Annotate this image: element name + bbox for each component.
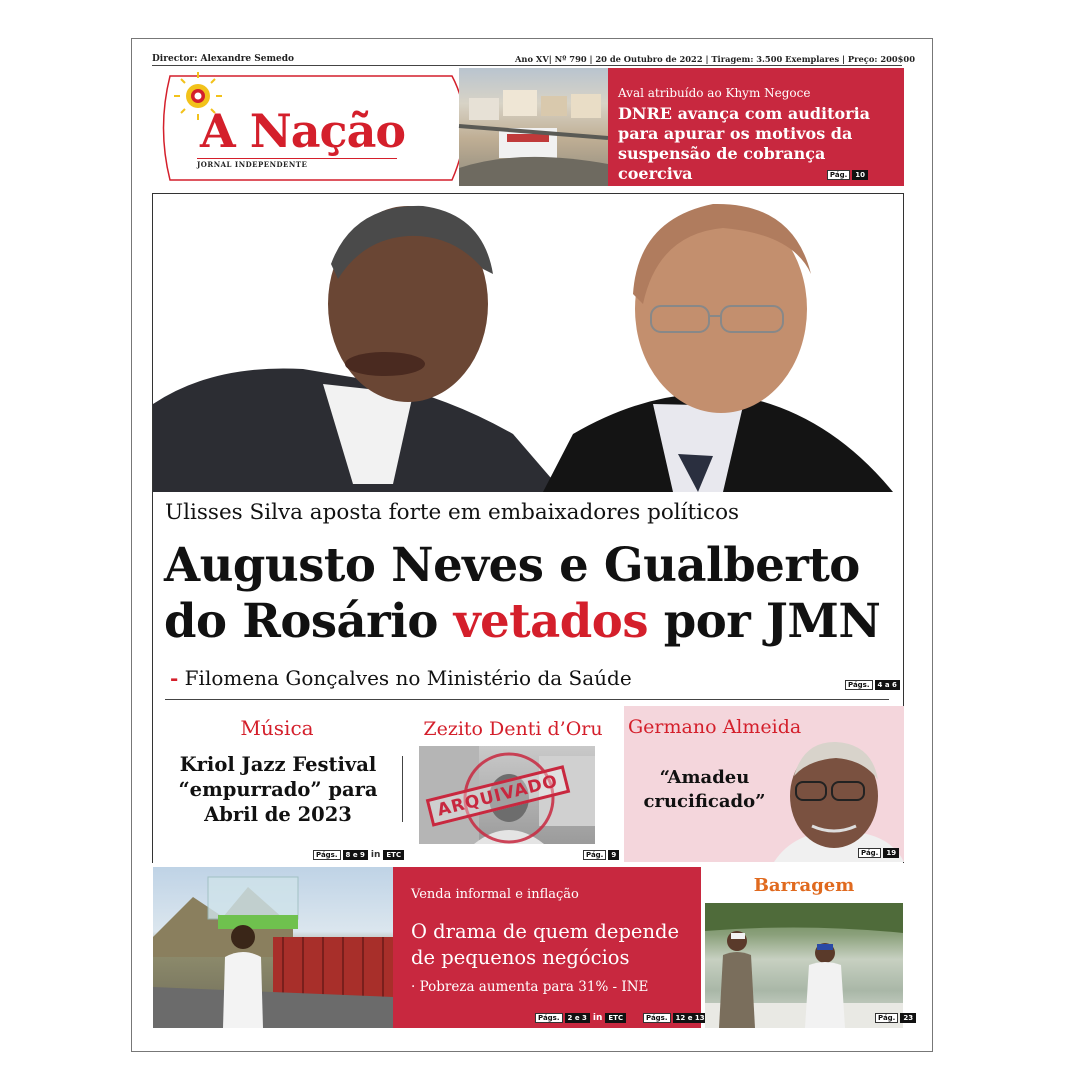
logo-block [152,68,472,186]
germano-panel[interactable] [624,706,904,862]
main-story-headline[interactable] [164,537,880,649]
page-label: Págs. [535,1013,563,1023]
page-number: 9 [608,850,619,860]
subline-bullet: - [170,666,179,690]
page-label: Pág. [583,850,606,860]
in-label: in [370,850,381,860]
page-label: Págs. [313,850,341,860]
page-number: 12 e 13 [673,1013,708,1023]
in-label: in [592,1013,603,1023]
headline-line-2 [164,593,880,649]
main-story-kicker: Ulisses Silva aposta forte em embaixadores políticos [165,500,740,525]
headline-line-1: Augusto Neves e Gualberto [164,537,860,592]
section-rule [165,699,889,700]
city-aerial-photo [459,68,608,186]
page-number: 19 [883,848,899,858]
page-label: Pág. [858,848,881,858]
main-story-page-ref [845,680,900,690]
top-story-page-ref [827,170,868,180]
street-vendor-photo[interactable] [153,867,393,1028]
page-number: 10 [852,170,868,180]
top-rule [152,65,902,66]
archived-stamp: ARQUIVADO [426,765,570,826]
germano-portrait [774,736,904,862]
barragem-section-title: Barragem [753,875,855,896]
venda-panel[interactable] [393,867,705,1028]
zezito-photo[interactable] [419,746,595,844]
top-story-kicker: Aval atribuído ao Khym Negoce [618,86,811,100]
venda-headline: O drama de quem depende de pequenos negócios [411,920,680,969]
subline-text: Filomena Gonçalves no Ministério da Saúde [184,666,632,690]
etc-label: ETC [605,1013,626,1023]
headline-part-a: do Rosário [164,593,438,648]
page-number: 4 a 6 [875,680,900,690]
venda-page-ref-a [535,1013,626,1023]
musica-block[interactable] [162,706,402,862]
barragem-page-ref [875,1013,916,1023]
column-divider [402,756,403,822]
musica-headline: Kriol Jazz Festival “empurrado” para Abril de 2023 [178,753,378,826]
musica-section-title: Música [240,716,314,740]
etc-label: ETC [383,850,404,860]
venda-page-ref-b [643,1013,708,1023]
page-label: Pág. [827,170,850,180]
page-label: Págs. [643,1013,671,1023]
headline-highlight: vetados [453,593,648,648]
germano-section-title: Germano Almeida [628,716,802,738]
page-number: 8 e 9 [343,850,368,860]
logo-tagline: JORNAL INDEPENDENTE [197,158,397,169]
director-line: Director: Alexandre Semedo [152,54,295,64]
main-story-subline [170,666,632,690]
zezito-section-title: Zezito Denti d’Oru [423,718,603,740]
logo-text: A Nação [200,104,406,158]
musica-page-ref [313,850,404,860]
top-story-panel[interactable] [608,68,904,186]
germano-quote: “Amadeu crucificado” [643,767,766,812]
zezito-page-ref [583,850,619,860]
page-label: Págs. [845,680,873,690]
issue-info: Ano XV| Nº 790 | 20 de Outubro de 2022 | Tiragem: 3.500 Exemplares | Preço: 200$00 [515,54,915,64]
portraits-illustration [153,194,903,492]
page-number: 2 e 3 [565,1013,590,1023]
page-label: Pág. [875,1013,898,1023]
page-number: 23 [900,1013,916,1023]
main-story-photo[interactable] [153,194,903,492]
germano-page-ref [858,848,899,858]
top-story-headline: DNRE avança com auditoria para apurar os motivos da suspensão de cobrança coerciva [618,104,871,183]
headline-part-c: por JMN [663,593,881,648]
venda-bullet: · Pobreza aumenta para 31% - INE [411,979,649,995]
venda-kicker: Venda informal e inflação [411,887,579,902]
dam-photo[interactable] [705,903,914,1028]
